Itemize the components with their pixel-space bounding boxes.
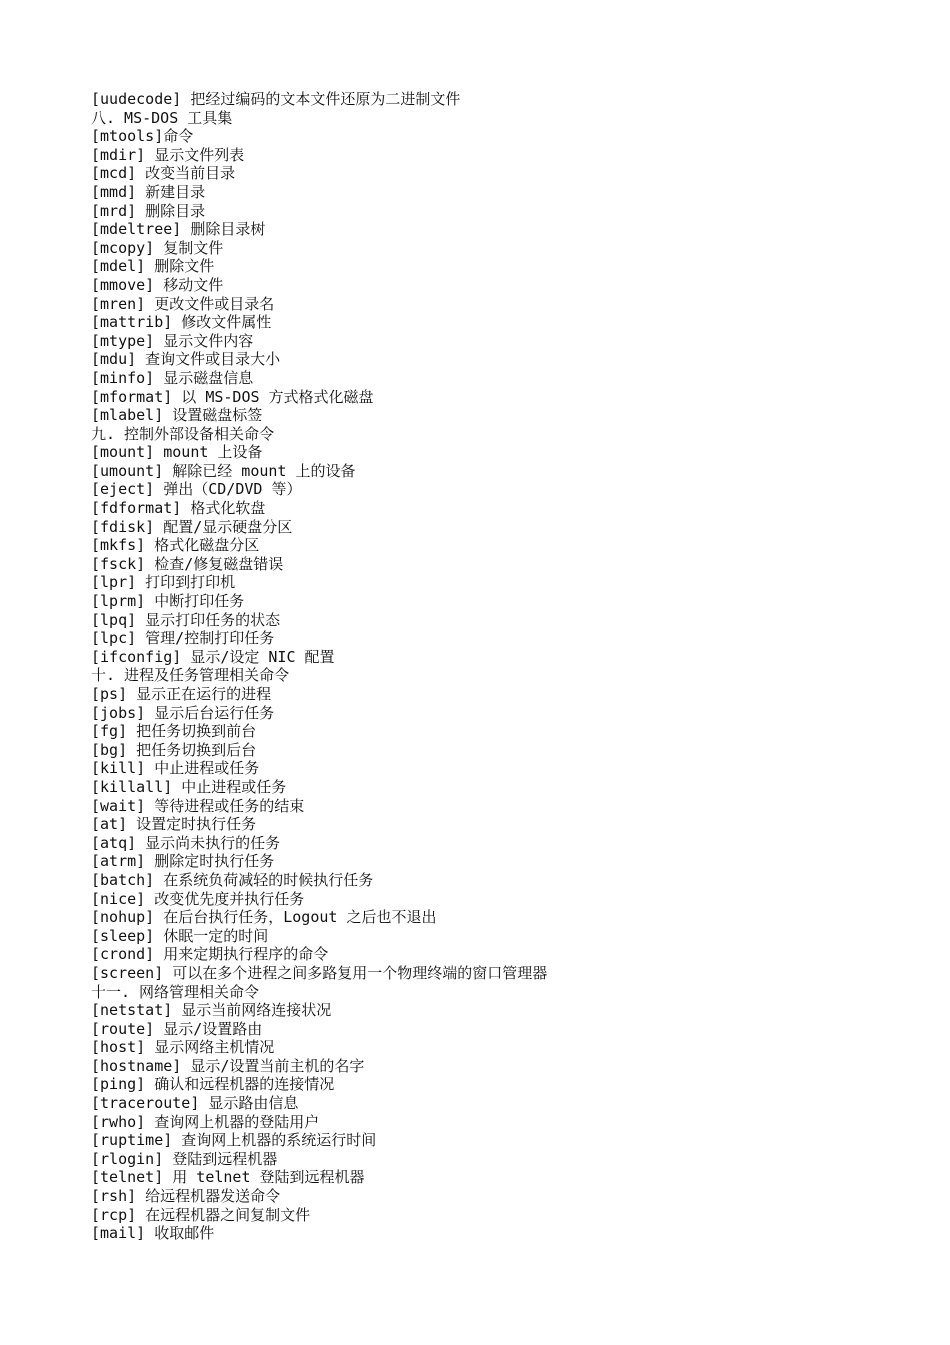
line-screen: [screen] 可以在多个进程之间多路复用一个物理终端的窗口管理器 <box>91 963 548 982</box>
line-umount: [umount] 解除已经 mount 上的设备 <box>91 461 356 480</box>
line-nice: [nice] 改变优先度并执行任务 <box>91 889 305 908</box>
line-jobs: [jobs] 显示后台运行任务 <box>91 703 275 722</box>
line-mcopy: [mcopy] 复制文件 <box>91 238 224 257</box>
line-mkfs: [mkfs] 格式化磁盘分区 <box>91 536 260 555</box>
line-atq: [atq] 显示尚未执行的任务 <box>91 833 281 852</box>
line-at: [at] 设置定时执行任务 <box>91 815 257 834</box>
line-sleep: [sleep] 休眠一定的时间 <box>91 926 269 945</box>
line-traceroute: [traceroute] 显示路由信息 <box>91 1094 299 1113</box>
line-lpc: [lpc] 管理/控制打印任务 <box>91 629 275 648</box>
line-rwho: [rwho] 查询网上机器的登陆用户 <box>91 1112 320 1131</box>
line-kill: [kill] 中止进程或任务 <box>91 759 260 778</box>
line-crond: [crond] 用来定期执行程序的命令 <box>91 945 329 964</box>
line-bg: [bg] 把任务切换到后台 <box>91 740 257 759</box>
line-fdisk: [fdisk] 配置/显示硬盘分区 <box>91 517 293 536</box>
line-lprm: [lprm] 中断打印任务 <box>91 592 245 611</box>
section-heading-device-control: 九. 控制外部设备相关命令 <box>91 424 275 443</box>
line-ifconfig: [ifconfig] 显示/设定 NIC 配置 <box>91 647 335 666</box>
line-telnet: [telnet] 用 telnet 登陆到远程机器 <box>91 1168 365 1187</box>
line-host: [host] 显示网络主机情况 <box>91 1038 275 1057</box>
line-lpr: [lpr] 打印到打印机 <box>91 573 236 592</box>
line-ping: [ping] 确认和远程机器的连接情况 <box>91 1075 335 1094</box>
section-heading-msdos-tools: 八. MS-DOS 工具集 <box>91 108 233 127</box>
line-rsh: [rsh] 给远程机器发送命令 <box>91 1187 281 1206</box>
line-mdeltree: [mdeltree] 删除目录树 <box>91 220 266 239</box>
line-mlabel: [mlabel] 设置磁盘标签 <box>91 406 263 425</box>
section-heading-network-management: 十一. 网络管理相关命令 <box>91 982 260 1001</box>
line-nohup: [nohup] 在后台执行任务，Logout 之后也不退出 <box>91 908 437 927</box>
line-lpq: [lpq] 显示打印任务的状态 <box>91 610 281 629</box>
line-ps: [ps] 显示正在运行的进程 <box>91 685 272 703</box>
line-ruptime: [ruptime] 查询网上机器的系统运行时间 <box>91 1131 377 1150</box>
line-mren: [mren] 更改文件或目录名 <box>91 294 275 313</box>
line-mformat: [mformat] 以 MS-DOS 方式格式化磁盘 <box>91 387 374 406</box>
line-rcp: [rcp] 在远程机器之间复制文件 <box>91 1205 311 1224</box>
line-batch: [batch] 在系统负荷减轻的时候执行任务 <box>91 870 374 889</box>
line-mdu: [mdu] 查询文件或目录大小 <box>91 350 281 369</box>
line-fsck: [fsck] 检查/修复磁盘错误 <box>91 554 284 573</box>
line-hostname: [hostname] 显示/设置当前主机的名字 <box>91 1056 365 1075</box>
line-killall: [killall] 中止进程或任务 <box>91 777 287 796</box>
line-mtools: [mtools]命令 <box>91 127 194 146</box>
line-mdir: [mdir] 显示文件列表 <box>91 145 245 164</box>
line-atrm: [atrm] 删除定时执行任务 <box>91 852 275 871</box>
line-uudecode: [uudecode] 把经过编码的文本文件还原为二进制文件 <box>91 90 461 108</box>
line-mail: [mail] 收取邮件 <box>91 1224 215 1243</box>
line-minfo: [minfo] 显示磁盘信息 <box>91 368 254 387</box>
line-netstat: [netstat] 显示当前网络连接状况 <box>91 1001 332 1020</box>
line-mount: [mount] mount 上设备 <box>91 443 263 462</box>
document-page <box>91 90 931 1243</box>
line-mattrib: [mattrib] 修改文件属性 <box>91 313 272 332</box>
line-wait: [wait] 等待进程或任务的结束 <box>91 796 305 815</box>
line-mmd: [mmd] 新建目录 <box>91 182 206 201</box>
line-route: [route] 显示/设置路由 <box>91 1019 263 1038</box>
line-mmove: [mmove] 移动文件 <box>91 275 224 294</box>
line-mcd: [mcd] 改变当前目录 <box>91 164 236 183</box>
line-mdel: [mdel] 删除文件 <box>91 257 215 276</box>
line-mtype: [mtype] 显示文件内容 <box>91 331 254 350</box>
line-fdformat: [fdformat] 格式化软盘 <box>91 499 266 518</box>
section-heading-process-management: 十. 进程及任务管理相关命令 <box>91 666 290 685</box>
line-mrd: [mrd] 删除目录 <box>91 201 206 220</box>
line-eject: [eject] 弹出（CD/DVD 等） <box>91 480 302 499</box>
line-rlogin: [rlogin] 登陆到远程机器 <box>91 1149 278 1168</box>
line-fg: [fg] 把任务切换到前台 <box>91 722 257 741</box>
